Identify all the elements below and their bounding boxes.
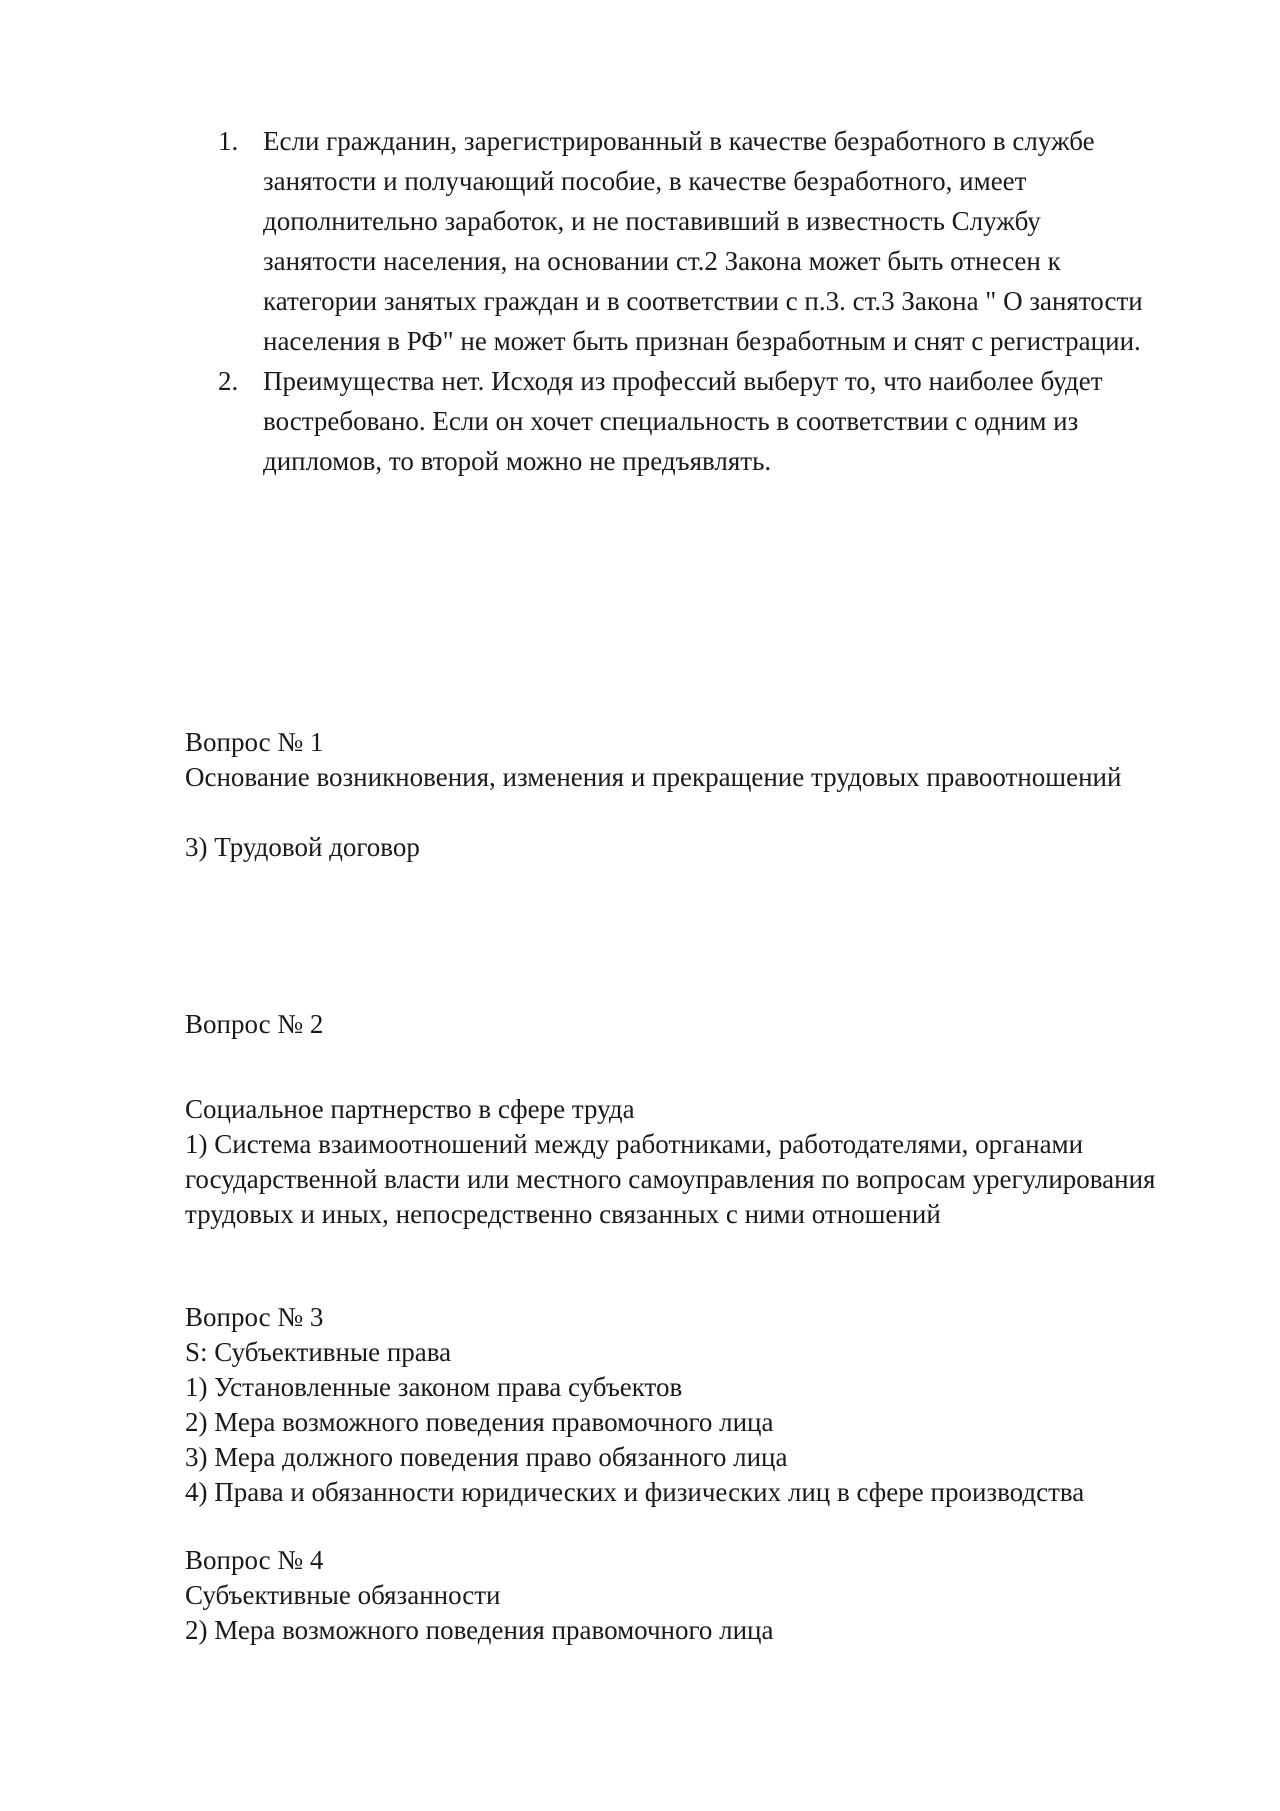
list-item-number: 1. xyxy=(218,126,239,156)
list-item-text: Преимущества нет. Исходя из профессий выберут то, что наиболее будет востребовано. Если он хочет специальность в соответствии с одним из дипломов, то второй можно не предъявлять. xyxy=(263,366,1103,476)
question-text: Субъективные обязанности xyxy=(185,1580,501,1610)
list-item xyxy=(218,121,1148,361)
question-4-block xyxy=(185,1543,1245,1648)
question-2-block xyxy=(185,1007,1245,1232)
question-title: Вопрос № 3 xyxy=(185,1302,324,1332)
option-text: 4) Права и обязанности юридических и физических лиц в сфере производства xyxy=(185,1477,1085,1507)
question-text: Основание возникновения, изменения и прекращение трудовых правоотношений xyxy=(185,762,1122,792)
question-text: S: Субъективные права xyxy=(185,1337,452,1367)
option-text: 2) Мера возможного поведения правомочного лица xyxy=(185,1407,774,1437)
question-title: Вопрос № 4 xyxy=(185,1545,324,1575)
question-title: Вопрос № 1 xyxy=(185,727,324,757)
intro-numbered-list xyxy=(218,121,1148,481)
list-item-number: 2. xyxy=(218,366,239,396)
answer-text: 3) Трудовой договор xyxy=(185,832,420,862)
list-item-text: Если гражданин, зарегистрированный в качестве безработного в службе занятости и получающий пособие, в качестве безработного, имеет дополнительно заработок, и не поставивший в известность Службу занятости населения, на основании ст.2 Закона может быть отнесен к категории занятых граждан и в соответствии с п.3. ст.3 Закона " О занятости населения в РФ" не может быть признан безработным и снят с регистрации. xyxy=(263,126,1143,356)
answer-text: 1) Система взаимоотношений между работниками, работодателями, органами государственной власти или местного самоуправления по вопросам урегулирования трудовых и иных, непосредственно связанных с ними отношений xyxy=(185,1129,1156,1229)
question-1-block xyxy=(185,725,1245,865)
question-text: Социальное партнерство в сфере труда xyxy=(185,1094,635,1124)
option-text: 3) Мера должного поведения право обязанного лица xyxy=(185,1442,788,1472)
answer-text: 2) Мера возможного поведения правомочного лица xyxy=(185,1615,774,1645)
option-text: 1) Установленные законом права субъектов xyxy=(185,1372,683,1402)
list-item xyxy=(218,361,1148,481)
question-title: Вопрос № 2 xyxy=(185,1009,324,1039)
question-3-block xyxy=(185,1300,1245,1510)
